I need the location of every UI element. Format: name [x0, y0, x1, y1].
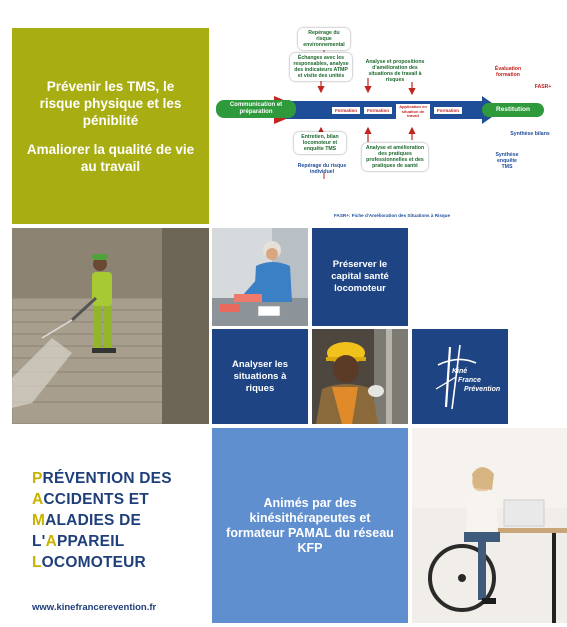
lab-worker-illustration — [212, 228, 308, 326]
photo-wheelchair-desk-worker — [412, 428, 567, 623]
photo-hard-hat-worker — [312, 329, 408, 424]
chip-formation-1: Formation — [332, 107, 360, 114]
pill-analyse-pratiques: Analyse et amélioration des pratiques professionnelles et des pratiques de santé — [362, 143, 428, 171]
title-line-3: MALADIES DE — [32, 512, 141, 529]
tile-preserver-capital — [312, 228, 408, 326]
page-title — [32, 468, 210, 573]
label-risque-individuel: Repérage du risque individuel — [297, 163, 347, 175]
kfp-logo-wordmark — [452, 367, 500, 394]
logo-line-france: France — [458, 377, 481, 384]
logo-line-prevention: Prévention — [464, 386, 501, 393]
pill-entretien-bilan: Entretien, bilan locomoteur et enquête TMS — [294, 132, 346, 154]
label-synthese-enquete: Synthèse enquête TMS — [495, 152, 519, 170]
title-line-2: ACCIDENTS ET — [32, 491, 149, 508]
restitution-badge: Restitution — [482, 103, 544, 117]
title-line-4: L'APPAREIL — [32, 533, 125, 550]
tile-preserver-text: Préserver le capital santé locomoteur — [331, 259, 389, 294]
pressure-washer-illustration — [12, 228, 209, 424]
photo-pressure-washer-worker — [12, 228, 209, 424]
label-analyse-propositions: Analyse et propositions d'amélioration des situations de travail à risques — [365, 59, 425, 83]
tile-analyser-situations — [212, 329, 308, 424]
animators-text: Animés par des kinésithérapeutes et formateur PAMAL du réseau KFP — [226, 495, 394, 555]
communication-preparation-badge: Communication et préparation — [216, 100, 296, 118]
chip-formation-3: Formation — [434, 107, 462, 114]
label-synthese-bilans: Synthèse bilans — [510, 131, 550, 137]
chip-application: Application en situation de travail — [396, 104, 430, 120]
hard-hat-worker-illustration — [312, 329, 408, 424]
label-fasr: FASR+ — [534, 84, 552, 90]
intro-panel — [12, 28, 209, 224]
chip-formation-2: Formation — [364, 107, 392, 114]
title-line-1: PRÉVENTION DES — [32, 470, 172, 487]
pill-risque-environnemental: Repérage du risque environnemental — [298, 28, 350, 50]
pill-echanges: Échanges avec les responsables, analyse des indicateurs ATMP et visite des unités — [290, 53, 352, 81]
intro-line-tms: Prévenir les TMS, le risque physique et les péniblité — [39, 78, 182, 128]
diagram-footnote: FASR+: Fiche d'Amélioration des Situations à Risque — [333, 213, 451, 218]
kfp-logo-tile — [412, 329, 508, 424]
intro-line-qvt: Amaliorer la qualité de vie au travail — [26, 141, 195, 174]
photo-lab-worker — [212, 228, 308, 326]
main-arrow-band — [286, 96, 502, 124]
website-link[interactable]: www.kinefrancerevention.fr — [32, 602, 157, 613]
diagram-arrows — [212, 22, 557, 222]
process-diagram — [212, 22, 557, 222]
animators-panel — [212, 428, 408, 623]
tile-analyser-text: Analyser les situations à riques — [232, 358, 288, 394]
logo-line-kine: Kiné — [452, 368, 468, 375]
wheelchair-desk-illustration — [412, 428, 567, 623]
title-line-5: LOCOMOTEUR — [32, 554, 146, 571]
label-evaluation-formation: Évaluation formation — [494, 66, 522, 78]
